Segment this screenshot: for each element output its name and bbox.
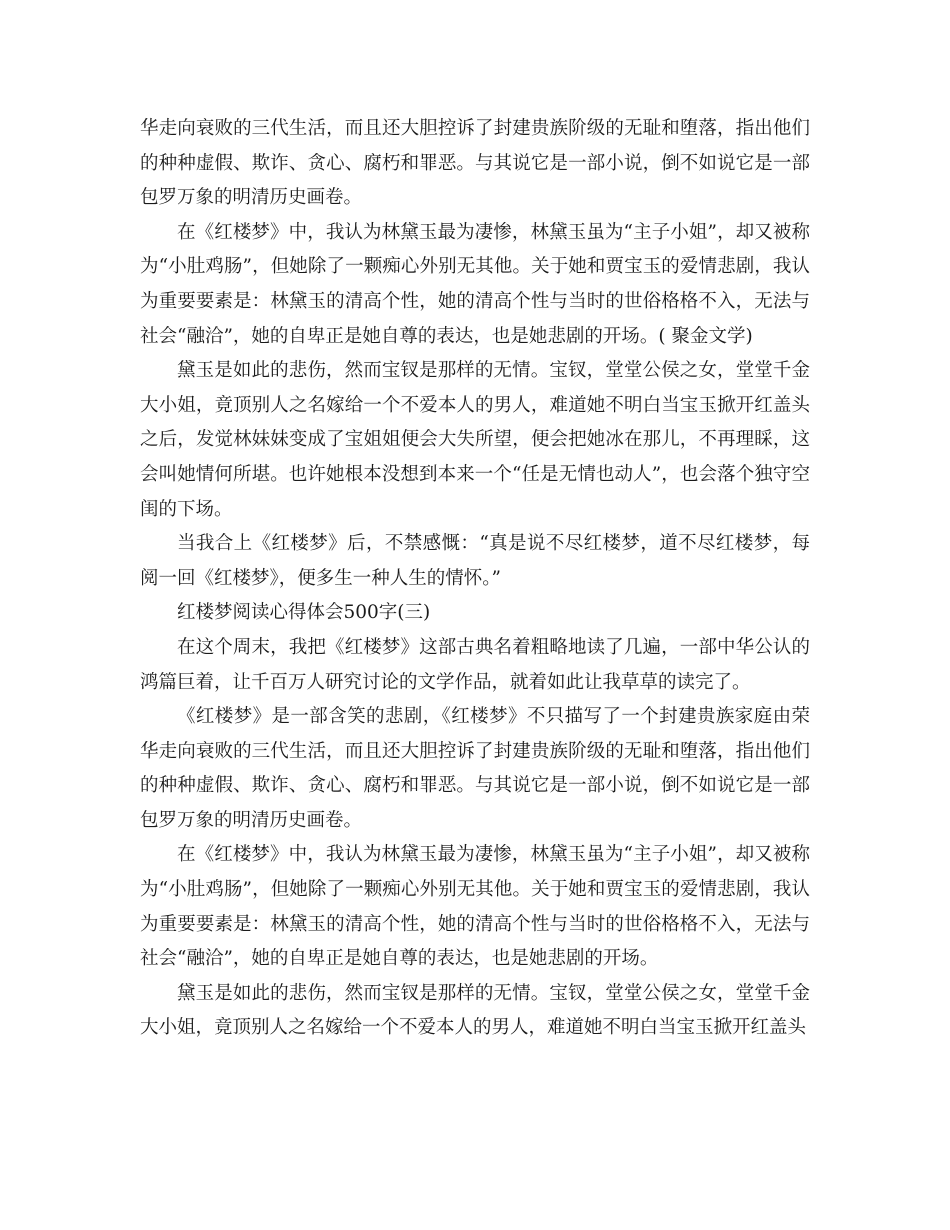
document-body: [140, 112, 810, 1046]
paragraph-daiyu-tragedy-repeat: 在《红楼梦》中，我认为林黛玉最为凄惨，林黛玉虽为“主子小姐”，却又被称为“小肚鸡肠”，但她除了一颗痴心外别无其他。关于她和贾宝玉的爱情悲剧，我认为重要要素是：林黛玉的清高个性，她的清高个性与当时的世俗格格不入，无法与社会“融洽”，她的自卑正是她自尊的表达，也是她悲剧的开场。: [140, 844, 810, 970]
section-heading: 红楼梦阅读心得体会500字(三): [177, 602, 431, 624]
paragraph-continuation: 华走向衰败的三代生活，而且还大胆控诉了封建贵族阶级的无耻和堕落，指出他们的种种虚假、欺诈、贪心、腐朽和罪恶。与其说它是一部小说，倒不如说它是一部包罗万象的明清历史画卷。: [140, 118, 810, 209]
paragraph-tragedy-overview: 《红楼梦》是一部含笑的悲剧，《红楼梦》不只描写了一个封建贵族家庭由荣华走向衰败的三代生活，而且还大胆控诉了封建贵族阶级的无耻和堕落，指出他们的种种虚假、欺诈、贪心、腐朽和罪恶。与其说它是一部小说，倒不如说它是一部包罗万象的明清历史画卷。: [140, 706, 810, 831]
paragraph-baochai: 黛玉是如此的悲伤，然而宝钗是那样的无情。宝钗，堂堂公侯之女，堂堂千金大小姐，竟顶别人之名嫁给一个不爱本人的男人，难道她不明白当宝玉掀开红盖头之后，发觉林妹妹变成了宝姐姐便会大失所望，便会把她冰在那儿，不再理睬，这会叫她情何所堪。也许她根本没想到本来一个“任是无情也动人”，也会落个独守空闺的下场。: [140, 360, 810, 520]
paragraph-weekend-reading: 在这个周末，我把《红楼梦》这部古典名着粗略地读了几遍，一部中华公认的鸿篇巨着，让千百万人研究讨论的文学作品，就着如此让我草草的读完了。: [140, 636, 810, 693]
paragraph-closing-reflection: 当我合上《红楼梦》后，不禁感慨：“真是说不尽红楼梦，道不尽红楼梦，每阅一回《红楼梦》，便多生一种人生的情怀。”: [140, 533, 810, 589]
paragraph-baochai-repeat: 黛玉是如此的悲伤，然而宝钗是那样的无情。宝钗，堂堂公侯之女，堂堂千金大小姐，竟顶别人之名嫁给一个不爱本人的男人，难道她不明白当宝玉掀开红盖头: [140, 982, 810, 1039]
paragraph-daiyu-tragedy: 在《红楼梦》中，我认为林黛玉最为凄惨，林黛玉虽为“主子小姐”，却又被称为“小肚鸡肠”，但她除了一颗痴心外别无其他。关于她和贾宝玉的爱情悲剧，我认为重要要素是：林黛玉的清高个性，她的清高个性与当时的世俗格格不入，无法与社会“融洽”，她的自卑正是她自尊的表达，也是她悲剧的开场。( 聚金文学): [140, 221, 810, 347]
